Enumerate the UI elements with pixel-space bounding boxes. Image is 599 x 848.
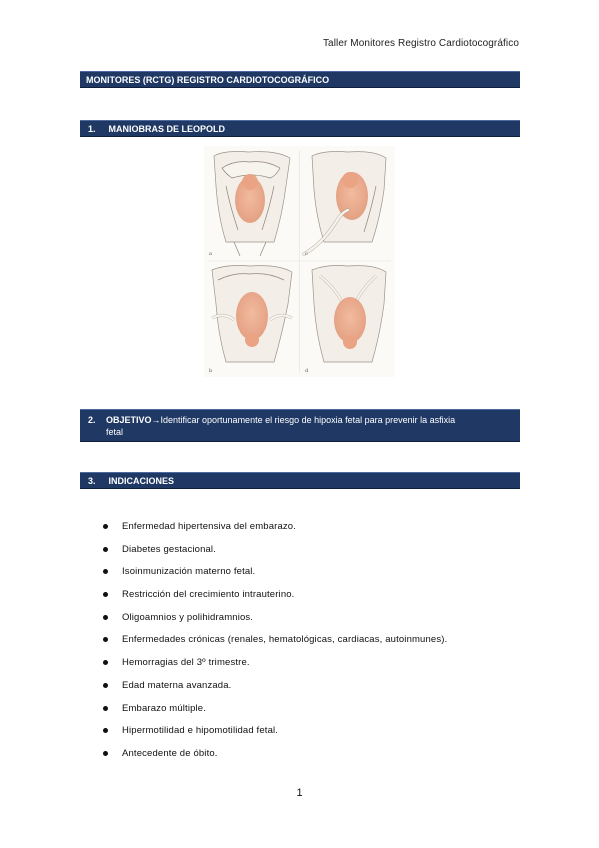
leopold-illustration bbox=[204, 146, 395, 377]
section-2-text: Identificar oportunamente el riesgo de hipoxia fetal para prevenir la asfixia bbox=[160, 415, 456, 425]
section-3-title: INDICACIONES bbox=[108, 476, 175, 486]
list-item: Hipermotilidad e hipomotilidad fetal. bbox=[103, 720, 447, 743]
section-1-title: MANIOBRAS DE LEOPOLD bbox=[108, 124, 226, 134]
list-item: Hemorragias del 3º trimestre. bbox=[103, 652, 447, 675]
document-title-bar bbox=[80, 71, 520, 88]
section-3-number: 3. bbox=[88, 476, 96, 486]
list-item: Embarazo múltiple. bbox=[103, 698, 447, 721]
list-item: Enfermedad hipertensiva del embarazo. bbox=[103, 516, 447, 539]
panel-letter-a: a bbox=[209, 251, 212, 257]
section-3-bar bbox=[80, 472, 520, 489]
panel-letter-b: b bbox=[209, 368, 213, 374]
bullet-icon bbox=[103, 706, 108, 711]
bullet-icon bbox=[103, 751, 108, 756]
list-item: Enfermedades crónicas (renales, hematológicas, cardiacas, autoinmunes). bbox=[103, 629, 447, 652]
panel-letter-d: d bbox=[305, 368, 309, 374]
section-2-number: 2. bbox=[88, 415, 96, 425]
section-2-text-continued: fetal bbox=[106, 427, 124, 437]
bullet-icon bbox=[103, 728, 108, 733]
section-2-bar bbox=[80, 409, 520, 442]
list-item: Antecedente de óbito. bbox=[103, 743, 447, 766]
bullet-icon bbox=[103, 683, 108, 688]
list-item: Diabetes gestacional. bbox=[103, 539, 447, 562]
list-item: Edad materna avanzada. bbox=[103, 675, 447, 698]
section-1-bar bbox=[80, 120, 520, 137]
section-2-arrow: → bbox=[151, 415, 161, 425]
bullet-icon bbox=[103, 660, 108, 665]
document-title: MONITORES (RCTG) REGISTRO CARDIOTOCOGRÁFICO bbox=[86, 75, 330, 85]
running-header: Taller Monitores Registro Cardiotocográfico bbox=[322, 38, 519, 49]
section-1-number: 1. bbox=[88, 124, 96, 134]
bullet-icon bbox=[103, 524, 108, 529]
list-item: Restricción del crecimiento intrauterino. bbox=[103, 584, 447, 607]
bullet-icon bbox=[103, 615, 108, 620]
bullet-icon bbox=[103, 637, 108, 642]
leopold-maneuvers-figure bbox=[204, 146, 395, 377]
bullet-icon bbox=[103, 547, 108, 552]
page-number: 1 bbox=[296, 787, 303, 799]
bullet-icon bbox=[103, 592, 108, 597]
section-2-title: OBJETIVO bbox=[106, 415, 152, 425]
list-item: Oligoamnios y polihidramnios. bbox=[103, 607, 447, 630]
list-item: Isoinmunización materno fetal. bbox=[103, 561, 447, 584]
indications-list bbox=[103, 516, 447, 766]
bullet-icon bbox=[103, 569, 108, 574]
panel-letter-c: c bbox=[305, 251, 308, 257]
